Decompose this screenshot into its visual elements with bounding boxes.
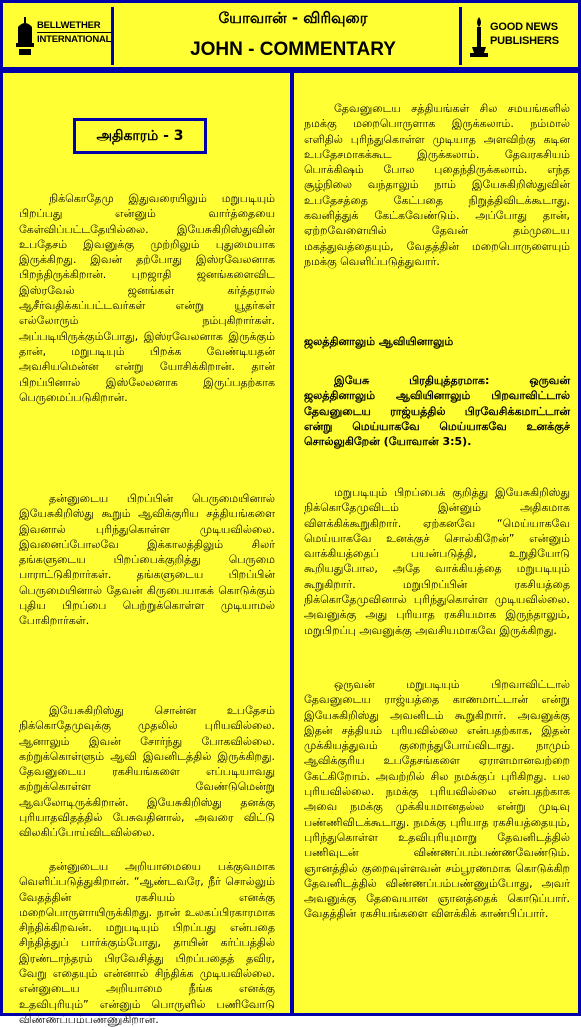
page-header	[0, 0, 581, 70]
paragraph: தேவனுடைய சத்தியங்கள் சில சமயங்களில் நமக்கு மறைபொருளாக இருக்கலாம். நம்மால் எளிதில் புரிந்துகொள்ள முடியாத அளவிற்கு கடின உபதேசமாகக்கூட இருக்கலாம். தேவரகசியம் பொக்கிஷம் போல புதைந்திருக்கலாம். எந்த சூழ்நிலை வந்தாலும் நாம் இயேசுகிறிஸ்துவின் உபதேசத்தை கேட்பதை நிறுத்திவிடக்கூடாது. கவனித்துக் கேட்கவேண்டும். அப்போது தான், ஏற்றவேளையில் தேவன் தம்முடைய மகத்துவத்தையும், வேதத்தின் மறைபொருளையும் நமக்கு வெளிப்படுத்துவார்.	[304, 102, 570, 268]
verse-quote: இயேசு பிரதியுத்தரமாக: ஒருவன் ஜலத்தினாலும் ஆவியினாலும் பிறவாவிட்டால் தேவனுடைய ராஜ்யத்தில் பிரவேசிக்கமாட்டான் என்று மெய்யாகவே மெய்யாகவே உனக்குச் சொல்லுகிறேன் (யோவான் 3:5).	[304, 374, 570, 449]
good-news-lamp-icon	[468, 15, 490, 59]
paragraph: மறுபடியும் பிறப்பைக் குறித்து இயேசுகிறிஸ்து நிக்கொதேமுவிடம் இன்னும் அதிகமாக விளக்கிக்கூறுகிறார். ஏற்கனவே “மெய்யாகவே மெய்யாகவே உனக்குச் சொல்கிறேன்” என்னும் வாக்கியத்தைப் பயன்படுத்தி, உறுதியோடு கூறியதுபோல, அதே வாக்கியத்தை மறுபடியும் கூறுகிறார். மறுபிறப்பின் ரகசியத்தை நிக்கொதேமுவினால் புரிந்துகொள்ள முடியவில்லை. அவனுக்கு அது புரியாத ரகசியமாக இருந்தாலும், மறுபிறப்பு அவனுக்கு அவசியமாகவே இருக்கிறது.	[304, 486, 570, 637]
title-tamil: யோவான் - விரிவுரை	[218, 9, 368, 27]
paragraph: தன்னுடைய அறியாமையை பக்குவமாக வெளிப்படுத்துகிறான். “ஆண்டவரே, நீர் சொல்லும் வேதத்தின் ரகசியம் எனக்கு மறைபொருளாயிருக்கிறது. நான் உலகப்பிரகாரமாக சிந்திக்கிறவன். மறுபடியும் பிறப்பது என்பதை சிந்தித்துப் பார்க்கும்போது, தாயின் கர்ப்பத்தில் இரண்டாந்தரம் பிரவேசித்து பிறப்பதைத் தவிர, வேறு எதையும் என்னால் சிந்திக்க முடியவில்லை. என்னுடைய அறியாமை நீங்க எனக்கு உதவிபுரியும்” என்னும் பொருளில் பணிவோடு விண்ணப்பம்பண்ணுகிறான்.	[19, 860, 275, 1026]
good-news-logo-text	[490, 20, 559, 48]
logo-line-2: PUBLISHERS	[490, 35, 559, 47]
logo-line-1: BELLWETHER	[37, 20, 101, 31]
bellwether-logo	[7, 7, 114, 65]
paragraph: தன்னுடைய பிறப்பின் பெருமையினால் இயேசுகிறிஸ்து கூறும் ஆவிக்குரிய சத்தியங்களை இவனால் புரிந்துகொள்ள முடியவில்லை. இவனைப்போலவே இக்காலத்திலும் சிலர் தங்களுடைய பிறப்பைக்குறித்து பெருமை பாராட்டுகிறார்கள். தங்களுடைய பிறப்பின் பெருமையினால் தேவன் கிருபையாகக் கொடுக்கும் புதிய பிறப்பை பெற்றுக்கொள்ள முடியாமல் போகிறார்கள்.	[19, 492, 275, 628]
chapter-heading: அதிகாரம் - 3	[73, 118, 207, 154]
paragraph: நிக்கொதேமு இதுவரையிலும் மறுபடியும் பிறப்பது என்னும் வார்த்தையை கேள்விப்பட்டதேயில்லை. இயேசுகிறிஸ்துவின் உபதேசம் இவனுக்கு முற்றிலும் புதுமையாக இருக்கிறது. இவன் தற்போது இஸ்ரவேலனாக பிறந்திருக்கிறான். புறஜாதி ஜனங்களைவிட இஸ்ரவேல் ஜனங்கள் கர்த்தரால் ஆசீர்வதிக்கப்பட்டவர்கள் என்று யூதர்கள் எல்லோரும் நம்புகிறார்கள். அப்படியிருக்கும்போது, இஸ்ரவேலனாக இருக்கும் தான், மறுபடியும் பிறக்க வேண்டியதன் அவசியமென்ன என்று யோசிக்கிறான். தான் பிறப்பினால் இஸ்லேலனாக இருப்பதற்காக பெருமைப்படுகிறான்.	[19, 192, 275, 404]
paragraph: இயேசுகிறிஸ்து சொன்ன உபதேசம் நிக்கொதேமுவுக்கு முதலில் புரியவில்லை. ஆனாலும் இவன் சோர்ந்து போகவில்லை. கற்றுக்கொள்ளும் ஆவி இவனிடத்தில் இருக்கிறது. தேவனுடைய ரகசியங்களை எப்படியாவது கற்றுக்கொள்ள வேண்டுமென்று ஆவலோடிருக்கிறான். இயேசுகிறிஸ்து தனக்கு புரியாதவிதத்தில் பேசுவதினால், அவரை விட்டு விலகிப்போய்விடவில்லை.	[19, 704, 275, 840]
good-news-logo	[459, 7, 574, 65]
right-column	[291, 70, 581, 1016]
bellwether-logo-icon	[15, 17, 35, 57]
left-column	[0, 70, 293, 1026]
section-subheading: ஜலத்தினாலும் ஆவியினாலும்	[304, 335, 454, 348]
logo-line-1: GOOD NEWS	[490, 21, 558, 33]
bellwether-logo-text	[37, 19, 111, 46]
paragraph: ஒருவன் மறுபடியும் பிறவாவிட்டால் தேவனுடைய ராஜ்யத்தை காணமாட்டான் என்று இயேசுகிறிஸ்து அவனிடம் கூறுகிறார். அவனுக்கு இதன் சத்தியம் புரியவில்லை என்பதற்காக, இதன் முக்கியத்துவம் குறைந்துபோய்விடாது. நாமும் ஆவிக்குரிய உபதேசங்களை ஏராளமானவற்றை கேட்கிறோம். அவற்றில் சில நமக்குப் புரிகிறது. பல புரியவில்லை. நமக்கு புரியவில்லை என்பதற்காக அவை நமக்கு முக்கியமானதல்ல என்று முடிவு பண்ணிவிடக்கூடாது. நமக்கு புரியாத ரகசியத்தையும், புரிந்துகொள்ள உதவிபுரியுமாறு தேவனிடத்தில் பணிவுடன் விண்ணப்பம்பண்ணவேண்டும். ஞானத்தில் குறைவுள்ளவன் சம்பூரணமாக கொடுக்கிற தேவனிடத்தில் விண்ணப்பம்பண்ணும்போது, அவர் அவனுக்கு தேவையான ஞானத்தைக் கொடுப்பார். வேதத்தின் ரகசியங்களை விளக்கிக் காண்பிப்பார்.	[304, 678, 570, 921]
logo-line-2: INTERNATIONAL	[37, 34, 112, 45]
title-english: JOHN - COMMENTARY	[190, 39, 396, 60]
